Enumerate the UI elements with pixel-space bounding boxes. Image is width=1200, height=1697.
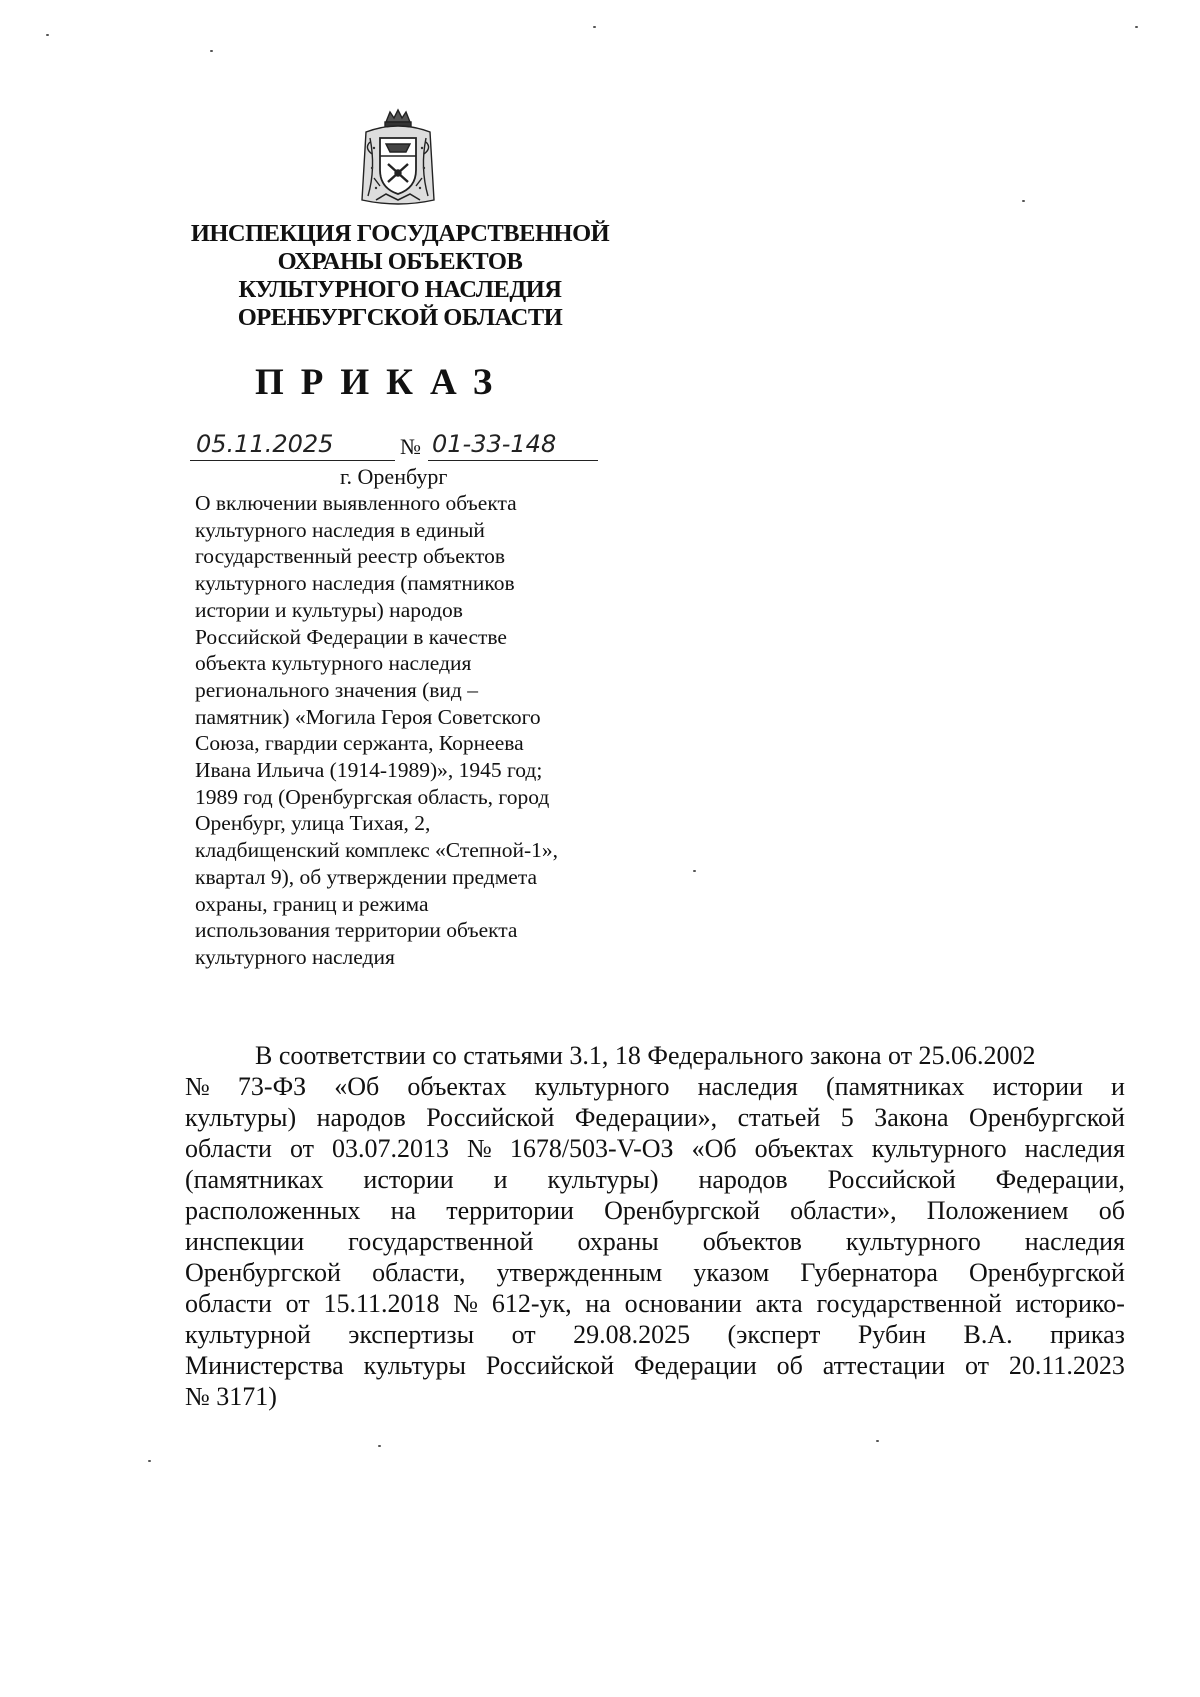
subject-line: использования территории объекта xyxy=(195,918,518,943)
scan-speck xyxy=(593,26,596,28)
scan-speck xyxy=(148,1460,151,1462)
subject-line: объекта культурного наследия xyxy=(195,651,472,676)
body-line: расположенных на территории Оренбургской области», Положением об xyxy=(185,1196,1125,1225)
number-underline xyxy=(428,460,598,461)
order-number: 01-33-148 xyxy=(432,430,557,458)
order-date: 05.11.2025 xyxy=(196,430,334,458)
org-line: ОРЕНБУРГСКОЙ ОБЛАСТИ xyxy=(237,304,563,331)
scan-speck xyxy=(876,1440,879,1442)
body-line: области от 15.11.2018 № 612-ук, на основании акта государственной историко- xyxy=(185,1289,1125,1318)
subject-line: Российской Федерации в качестве xyxy=(195,624,507,649)
subject-line: охраны, границ и режима xyxy=(195,891,429,916)
subject-line: Союза, гвардии сержанта, Корнеева xyxy=(195,731,524,756)
subject-line: О включении выявленного объекта xyxy=(195,491,517,515)
subject-line: истории и культуры) народов xyxy=(195,597,463,622)
subject-line: культурного наследия в единый xyxy=(195,517,485,542)
subject-line: государственный реестр объектов xyxy=(195,544,505,569)
number-sign: № xyxy=(400,434,421,459)
subject-line: 1989 год (Оренбургская область, город xyxy=(195,784,550,809)
date-underline xyxy=(190,460,395,461)
subject-line: Ивана Ильича (1914-1989)», 1945 год; xyxy=(195,758,543,783)
subject-line: памятник) «Могила Героя Советского xyxy=(195,704,541,729)
order-city: г. Оренбург xyxy=(340,464,448,489)
body-line: культурной экспертизы от 29.08.2025 (эксперт Рубин В.А. приказ xyxy=(185,1320,1125,1349)
scan-speck xyxy=(1022,200,1025,202)
subject-line: кладбищенский комплекс «Степной-1», xyxy=(195,838,559,863)
scan-speck xyxy=(210,50,213,52)
subject-line: квартал 9), об утверждении предмета xyxy=(195,864,538,889)
subject-line: культурного наследия xyxy=(195,944,395,969)
orenburg-coat-of-arms-icon xyxy=(356,108,440,208)
scan-speck xyxy=(46,34,49,36)
body-line: № 73-ФЗ «Об объектах культурного наследия (памятниках истории и xyxy=(185,1072,1125,1101)
document-type-title: ПРИКАЗ xyxy=(255,362,510,403)
body-line: (памятниках истории и культуры) народов Российской Федерации, xyxy=(185,1165,1125,1194)
subject-line: Оренбург, улица Тихая, 2, xyxy=(195,811,431,836)
order-subject xyxy=(195,490,615,971)
org-line: КУЛЬТУРНОГО НАСЛЕДИЯ xyxy=(238,276,562,303)
body-line: № 3171) xyxy=(185,1382,277,1411)
subject-line: культурного наследия (памятников xyxy=(195,571,515,596)
scan-speck xyxy=(693,870,696,872)
subject-line: регионального значения (вид – xyxy=(195,677,478,702)
body-line: культуры) народов Российской Федерации», статьей 5 Закона Оренбургской xyxy=(185,1103,1125,1132)
body-line: инспекции государственной охраны объектов культурного наследия xyxy=(185,1227,1125,1256)
order-body-paragraph xyxy=(185,1040,1125,1412)
scan-speck xyxy=(378,1445,381,1447)
organization-name xyxy=(190,220,610,332)
body-line: В соответствии со статьями 3.1, 18 Федерального закона от 25.06.2002 xyxy=(255,1041,1036,1070)
org-line: ИНСПЕКЦИЯ ГОСУДАРСТВЕННОЙ xyxy=(190,220,610,247)
body-line: Оренбургской области, утвержденным указом Губернатора Оренбургской xyxy=(185,1258,1125,1287)
scan-speck xyxy=(1135,26,1138,28)
body-line: области от 03.07.2013 № 1678/503-V-ОЗ «Об объектах культурного наследия xyxy=(185,1134,1125,1163)
body-line: Министерства культуры Российской Федерации об аттестации от 20.11.2023 xyxy=(185,1351,1125,1380)
org-line: ОХРАНЫ ОБЪЕКТОВ xyxy=(277,248,523,275)
